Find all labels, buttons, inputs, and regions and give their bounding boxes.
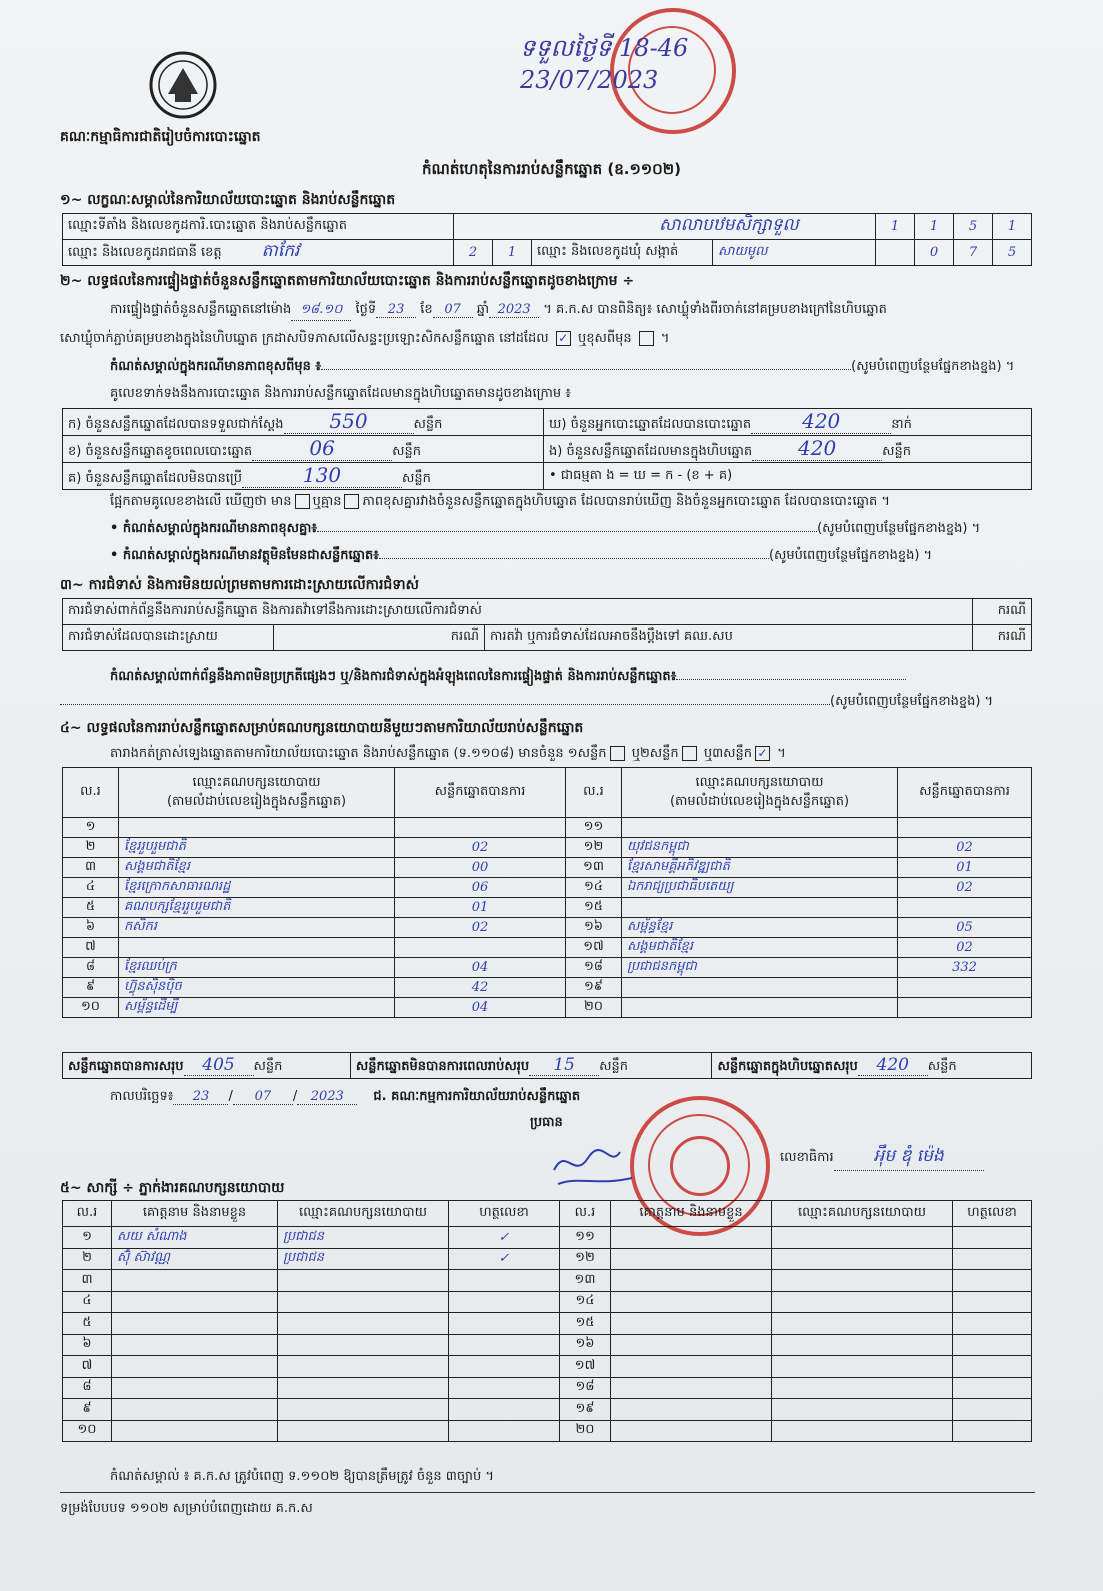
- province-code-2: 1: [493, 240, 532, 266]
- witness-signature: [953, 1334, 1032, 1356]
- party-votes: [395, 818, 566, 838]
- table-row: [63, 938, 1032, 958]
- party-name: [622, 998, 898, 1018]
- witness-party: [278, 1356, 449, 1378]
- section2-title: ២~ លទ្ធផលនៃការផ្ទៀងផ្ទាត់ចំនួនសន្លឹកឆ្នោតតាមការិយាល័យបោះឆ្នោត និងការរាប់សន្លឹកឆ្នោតដូចខាងក្រោម ÷: [60, 273, 635, 289]
- table-row: [63, 958, 1032, 978]
- count-row: [63, 463, 1032, 490]
- resolved-unit: ករណី: [274, 625, 485, 651]
- witness-no: ១៧: [560, 1356, 611, 1378]
- witness-signature: [953, 1270, 1032, 1292]
- totals-table: [62, 1052, 1032, 1079]
- party-votes: 42: [395, 978, 566, 998]
- witness-party: [772, 1227, 953, 1249]
- table-row: [63, 898, 1032, 918]
- witness-signature: [449, 1313, 560, 1335]
- party-no: ២: [63, 838, 119, 858]
- witness-col-sign-right: ហត្ថលេខា: [953, 1201, 1032, 1227]
- witness-party: [772, 1420, 953, 1442]
- party-name: ខ្មែរសាមគ្គីអភិវឌ្ឍជាតិ: [622, 858, 898, 878]
- witness-name: [611, 1270, 772, 1292]
- witness-no: ៨: [63, 1377, 112, 1399]
- party-name: យុវជនកម្ពុជា: [622, 838, 898, 858]
- witness-col-party: ឈ្មោះគណបក្សនយោបាយ: [278, 1201, 449, 1227]
- col-votes-right: សន្លឹកឆ្នោតបានការ: [898, 768, 1032, 818]
- objection-row1-label: ការជំទាស់ពាក់ព័ន្ធនឹងការរាប់សន្លឹកឆ្នោត និងការតវ៉ាទៅនឹងការដោះស្រាយលើការជំទាស់: [63, 599, 973, 625]
- table-intro: គូលេខទាក់ទងនឹងការបោះឆ្នោត និងការរាប់សន្លឹកឆ្នោតដែលមានក្នុងហិបឆ្នោតមានដូចខាងក្រោម ៖: [110, 386, 571, 401]
- witness-name: [611, 1248, 772, 1270]
- witness-signature: ✓: [449, 1248, 560, 1270]
- witness-party: [278, 1313, 449, 1335]
- count-row: [63, 436, 1032, 463]
- party-no: ៩: [63, 978, 119, 998]
- witness-col-no: ល.រ: [63, 1201, 112, 1227]
- formula-cell: • ជាធម្មតា ង = ឃ = ក - (ខ + គ): [544, 463, 1032, 490]
- province-code-1: 2: [454, 240, 493, 266]
- section1-title: ១~ លក្ខណៈសម្គាល់នៃការិយាល័យបោះឆ្នោត និងរាប់សន្លឹកឆ្នោត: [60, 192, 396, 208]
- secretary-line: លេខាធិការ អុឹម ឌុំ ម៉េង: [780, 1145, 984, 1171]
- location-value: សាលាបឋមសិក្សាទួល: [454, 214, 876, 240]
- table-row: [63, 998, 1032, 1018]
- unused-cell: គ) ចំនួនសន្លឹកឆ្នោតដែលមិនបានប្រើ 130 សន្លឹក: [63, 463, 544, 490]
- party-no: ៦: [63, 918, 119, 938]
- witness-name: [611, 1377, 772, 1399]
- commune-code-3: 5: [993, 240, 1032, 266]
- party-no: ១២: [566, 838, 622, 858]
- party-votes: 06: [395, 878, 566, 898]
- witness-name: សយ សំណាង: [112, 1227, 278, 1249]
- witness-signature: [449, 1356, 560, 1378]
- location-code-2: 1: [915, 214, 954, 240]
- witness-no: ១១: [560, 1227, 611, 1249]
- table-row: [63, 1420, 1032, 1442]
- witness-party: [278, 1377, 449, 1399]
- witness-party: ប្រជាជន: [278, 1227, 449, 1249]
- total-invalid-cell: សន្លឹកឆ្នោតមិនបានការពេលរាប់សរុប 15 សន្លឹក: [350, 1053, 712, 1079]
- irregularity-note: កំណត់សម្គាល់ពាក់ព័ន្ធនឹងភាពមិនប្រក្រតីផ្សេងៗ ឬ/និងការជំទាស់ក្នុងអំឡុងពេលនៃការផ្ទៀងផ្ទាត់ និងការរាប់សន្លឹកឆ្នោត៖: [110, 668, 906, 687]
- party-votes: 332: [898, 958, 1032, 978]
- witness-signature: [953, 1313, 1032, 1335]
- location-code-4: 1: [993, 214, 1032, 240]
- table-row: [63, 1291, 1032, 1313]
- section5-title: ៥~ សាក្សី ÷ ភ្នាក់ងារគណបក្សនយោបាយ: [60, 1180, 285, 1196]
- party-votes: 02: [898, 838, 1032, 858]
- signing-date: កាលបរិច្ឆេទ៖ 23 / 07 / 2023 ជ. គណៈកម្មការការិយាល័យរាប់សន្លឹកឆ្នោត: [110, 1089, 581, 1104]
- witness-signature: [953, 1356, 1032, 1378]
- party-votes: [898, 898, 1032, 918]
- party-votes: 01: [898, 858, 1032, 878]
- witness-no: ១០: [63, 1420, 112, 1442]
- no-difference-checkbox[interactable]: [344, 494, 359, 509]
- table-row: [63, 1399, 1032, 1421]
- witness-col-party-right: ឈ្មោះគណបក្សនយោបាយ: [772, 1201, 953, 1227]
- note-change: កំណត់សម្គាល់ក្នុងករណីមានភាពខុសពីមុន ៖ (សូមបំពេញបន្ថែមផ្នែកខាងខ្នង) ។: [110, 359, 1015, 374]
- witness-party: [278, 1420, 449, 1442]
- witness-signature: [953, 1399, 1032, 1421]
- party-no: ១៨: [566, 958, 622, 978]
- party-name: គណបក្សខ្មែររួបរួមជាតិ: [119, 898, 395, 918]
- witness-no: ៧: [63, 1356, 112, 1378]
- witness-col-name: គោត្តនាម និងនាមខ្លួន: [112, 1201, 278, 1227]
- verification-paragraph-2: សោឃ្លុំចាក់ភ្ជាប់គម្របខាងក្នុងនៃហិបឆ្នោត ក្រដាសបិទភាសលើសន្ទះប្រឡោះសិកសន្លឹកឆ្នោត នៅដដែល ✓ ឬខុសពីមុន ។: [60, 331, 670, 346]
- party-no: ១៤: [566, 878, 622, 898]
- one-sheet-checkbox[interactable]: [610, 746, 625, 761]
- witness-no: ១៩: [560, 1399, 611, 1421]
- table-row: [63, 1270, 1032, 1292]
- party-no: ៤: [63, 878, 119, 898]
- location-code-1: 1: [876, 214, 915, 240]
- appeal-label: ការតវ៉ា ឬការជំទាស់ដែលអាចនឹងប្តឹងទៅ គឈ.សប: [485, 625, 973, 651]
- party-no: ២០: [566, 998, 622, 1018]
- witness-no: ៣: [63, 1270, 112, 1292]
- location-label: ឈ្មោះទីតាំង និងលេខកូដការិ.បោះឆ្នោត និងរាប់សន្លឹកឆ្នោត: [63, 214, 454, 240]
- section4-title: ៤~ លទ្ធផលនៃការរាប់សន្លឹកឆ្នោតសម្រាប់គណបក្សនយោបាយនីមួយៗតាមការិយាល័យរាប់សន្លឹកឆ្នោត: [60, 720, 584, 736]
- receipt-handwriting: ទទួលថ្ងៃទី 18-46 23/07/2023: [520, 34, 689, 94]
- witness-name: [112, 1270, 278, 1292]
- witness-signature: [449, 1291, 560, 1313]
- commune-value: សាយមូល: [713, 240, 876, 266]
- witness-no: ២: [63, 1248, 112, 1270]
- chair-signature: [548, 1140, 638, 1190]
- witness-col-no-right: ល.រ: [560, 1201, 611, 1227]
- ballot-counts-table: [62, 408, 1032, 490]
- witness-party: [278, 1334, 449, 1356]
- party-votes: 04: [395, 958, 566, 978]
- party-name: សម្ព័ន្ធខ្មែរ: [622, 918, 898, 938]
- witness-name: [112, 1334, 278, 1356]
- table-row: [63, 1227, 1032, 1249]
- province-label: ឈ្មោះ និងលេខកូដរាជធានី ខេត្ត តាកែវ: [63, 240, 454, 266]
- witness-party: [772, 1377, 953, 1399]
- section3-title: ៣~ ការជំទាស់ និងការមិនយល់ព្រមតាមការដោះស្រាយលើការជំទាស់: [60, 577, 419, 593]
- party-name: ហ៊្វុនស៊ិនប៉ិច: [119, 978, 395, 998]
- comparison-line: ផ្អែកតាមគូលេខខាងលើ ឃើញថា មាន ឬគ្មាន ភាពខុសគ្នារវាងចំនួនសន្លឹកឆ្នោតក្នុងហិបឆ្នោត ដែលបានរាប់ឃើញ និងចំនួនអ្នកបោះឆ្នោត ដែលបានបោះឆ្នោត ។: [110, 494, 890, 509]
- witness-party: [278, 1291, 449, 1313]
- witness-party: [772, 1270, 953, 1292]
- table-row: [63, 918, 1032, 938]
- note-foreign-object: • កំណត់សម្គាល់ក្នុងករណីមានវត្ថុមិនមែនជាសន្លឹកឆ្នោត៖ (សូមបំពេញបន្ថែមផ្នែកខាងខ្នង) ។: [110, 548, 933, 563]
- table-row: [63, 1334, 1032, 1356]
- tally-sheets-line: តារាងកត់ត្រាស់ទ្បេងឆ្នោតតាមការិយាល័យបោះឆ្នោត និងរាប់សន្លឹកឆ្នោត (ទ.១១០៨) មានចំនួន ១សន្លឹក ឬ២សន្លឹក ឬ៣សន្លឹក ✓ ។: [110, 746, 786, 761]
- commune-code-spacer: [876, 240, 915, 266]
- objections-table: [62, 598, 1032, 651]
- witness-no: ១៤: [560, 1291, 611, 1313]
- committee-name: គណៈកម្មាធិការជាតិរៀបចំការបោះឆ្នោត: [60, 129, 261, 145]
- witness-col-sign: ហត្ថលេខា: [449, 1201, 560, 1227]
- witness-no: ៩: [63, 1399, 112, 1421]
- party-name: កសិករ: [119, 918, 395, 938]
- table-row: [63, 838, 1032, 858]
- witness-no: ៤: [63, 1291, 112, 1313]
- three-sheets-checkbox[interactable]: ✓: [755, 746, 770, 761]
- party-name: [119, 938, 395, 958]
- col-no: ល.រ: [63, 768, 119, 818]
- footer-instruction: ទម្រង់បែបបទ ១១០២ សម្រាប់បំពេញដោយ គ.ក.ស: [60, 1501, 313, 1516]
- party-votes: 01: [395, 898, 566, 918]
- party-votes: [898, 998, 1032, 1018]
- party-no: ១៣: [566, 858, 622, 878]
- two-sheets-checkbox[interactable]: [682, 746, 697, 761]
- party-votes: 00: [395, 858, 566, 878]
- party-name: ខ្មែររួបរួមជាតិ: [119, 838, 395, 858]
- col-no-right: ល.រ: [566, 768, 622, 818]
- witness-no: ១៦: [560, 1334, 611, 1356]
- party-no: ១៩: [566, 978, 622, 998]
- party-name: [622, 978, 898, 998]
- witness-name: [611, 1313, 772, 1335]
- witness-signature: [449, 1270, 560, 1292]
- party-name: [119, 818, 395, 838]
- table-row: [63, 878, 1032, 898]
- party-votes: 02: [898, 938, 1032, 958]
- party-votes: 04: [395, 998, 566, 1018]
- in-box-cell: ង) ចំនួនសន្លឹកឆ្នោតដែលមានក្នុងហិបឆ្នោត 420 សន្លឹក: [544, 436, 1032, 463]
- party-no: ១៥: [566, 898, 622, 918]
- witness-no: ១២: [560, 1248, 611, 1270]
- witness-name: [611, 1356, 772, 1378]
- witness-no: ១៣: [560, 1270, 611, 1292]
- party-name: ខ្មែរឈប់ក្រ: [119, 958, 395, 978]
- commune-label: ឈ្មោះ និងលេខកូដឃុំ សង្កាត់: [532, 240, 713, 266]
- witness-party: [772, 1313, 953, 1335]
- col-party: ឈ្មោះគណបក្សនយោបាយ (តាមលំដាប់លេខរៀងក្នុងសន្លឹកឆ្នោត): [119, 768, 395, 818]
- witness-name: [611, 1291, 772, 1313]
- party-no: ៥: [63, 898, 119, 918]
- table-row: [63, 858, 1032, 878]
- party-name: ឯករាជ្យប្រជាធិបតេយ្យ: [622, 878, 898, 898]
- witness-name: [112, 1291, 278, 1313]
- party-no: ៧: [63, 938, 119, 958]
- table-row: [63, 818, 1032, 838]
- witness-no: ២០: [560, 1420, 611, 1442]
- party-votes: [395, 938, 566, 958]
- changed-checkbox[interactable]: [639, 331, 654, 346]
- party-name: សង្គមជាតិខ្មែរ: [119, 858, 395, 878]
- party-no: ១: [63, 818, 119, 838]
- witness-no: ៥: [63, 1313, 112, 1335]
- unchanged-checkbox[interactable]: ✓: [556, 331, 571, 346]
- objection-row1-unit: ករណី: [973, 599, 1032, 625]
- witness-party: [772, 1399, 953, 1421]
- witness-party: [278, 1270, 449, 1292]
- commune-code-2: 7: [954, 240, 993, 266]
- table-row: [63, 1356, 1032, 1378]
- party-no: ៨: [63, 958, 119, 978]
- witness-no: ៦: [63, 1334, 112, 1356]
- witness-name: [112, 1313, 278, 1335]
- witness-name: [611, 1334, 772, 1356]
- witness-name: [112, 1399, 278, 1421]
- witness-no: ១៥: [560, 1313, 611, 1335]
- footer-divider: [60, 1492, 1035, 1493]
- witness-name: [611, 1420, 772, 1442]
- witness-party: [772, 1356, 953, 1378]
- form-title: កំណត់ហេតុនៃការរាប់សន្លឹកឆ្នោត (ឧ.១១០២): [421, 160, 681, 178]
- witness-signature: [953, 1227, 1032, 1249]
- appeal-unit: ករណី: [973, 625, 1032, 651]
- party-votes: [898, 818, 1032, 838]
- witness-party: [772, 1334, 953, 1356]
- witness-name: [611, 1399, 772, 1421]
- witness-signature: [953, 1291, 1032, 1313]
- witness-name: ស៊ុំ ស៊ាវណ្ណ: [112, 1248, 278, 1270]
- witness-signature: [953, 1377, 1032, 1399]
- table-row: [63, 1248, 1032, 1270]
- witness-signature: [449, 1377, 560, 1399]
- table-row: [63, 1377, 1032, 1399]
- footnote: កំណត់សម្គាល់ ៖ គ.ក.ស ត្រូវបំពេញ ទ.១១០២ ឱ្យបានត្រឹមត្រូវ ចំនួន ៣ច្បាប់ ។: [110, 1469, 494, 1484]
- note-difference: • កំណត់សម្គាល់ក្នុងករណីមានភាពខុសគ្នា៖ (សូមបំពេញបន្ថែមផ្នែកខាងខ្នង) ។: [110, 521, 981, 536]
- witness-signature: [449, 1399, 560, 1421]
- col-party-right: ឈ្មោះគណបក្សនយោបាយ (តាមលំដាប់លេខរៀងក្នុងសន្លឹកឆ្នោត): [622, 768, 898, 818]
- party-name: ខ្មែរក្រោកសាធារណរដ្ឋ: [119, 878, 395, 898]
- witness-signature: [953, 1420, 1032, 1442]
- count-row: [63, 409, 1032, 436]
- party-no: ៣: [63, 858, 119, 878]
- witness-no: ១៨: [560, 1377, 611, 1399]
- party-no: ១១: [566, 818, 622, 838]
- party-name: [622, 818, 898, 838]
- party-no: ១០: [63, 998, 119, 1018]
- voters-cell: ឃ) ចំនួនអ្នកបោះឆ្នោតដែលបានបោះឆ្នោត 420 នាក់: [544, 409, 1032, 436]
- party-votes: [898, 978, 1032, 998]
- party-votes: 02: [898, 878, 1032, 898]
- witness-name: [112, 1356, 278, 1378]
- witness-party: [278, 1399, 449, 1421]
- total-box-cell: សន្លឹកឆ្នោតក្នុងហិបឆ្នោតសរុប 420 សន្លឹក: [712, 1053, 1032, 1079]
- irregularity-note-cont: (សូមបំពេញបន្ថែមផ្នែកខាងខ្នង) ។: [60, 693, 993, 712]
- witness-name: [112, 1377, 278, 1399]
- witness-col-name-right: គោត្តនាម និងនាមខ្លួន: [611, 1201, 772, 1227]
- party-results-table: [62, 767, 1032, 1018]
- received-cell: ក) ចំនួនសន្លឹកឆ្នោតដែលបានទទួលជាក់ស្តែង 550 សន្លឹក: [63, 409, 544, 436]
- party-name: សង្គមជាតិខ្មែរ: [622, 938, 898, 958]
- witness-name: [611, 1227, 772, 1249]
- nec-emblem: [148, 50, 218, 120]
- witness-no: ១: [63, 1227, 112, 1249]
- table-row: [63, 978, 1032, 998]
- witness-party: ប្រជាជន: [278, 1248, 449, 1270]
- verification-paragraph-1: ការផ្ទៀងផ្ទាត់ចំនួនសន្លឹកឆ្នោតនៅម៉ោង ១៨.១០ ថ្ងៃទី 23 ខែ 07 ឆ្នាំ 2023 ។ គ.ក.ស បានពិនិត្យ៖ សោឃ្លុំទាំងពីរចាក់នៅគម្របខាងក្រៅនៃហិបឆ្នោត: [110, 301, 887, 321]
- party-no: ១៧: [566, 938, 622, 958]
- witness-party: [772, 1291, 953, 1313]
- has-difference-checkbox[interactable]: [295, 494, 310, 509]
- resolved-label: ការជំទាស់ដែលបានដោះស្រាយ: [63, 625, 274, 651]
- witness-signature: ✓: [449, 1227, 560, 1249]
- party-name: [622, 898, 898, 918]
- chair-label: ប្រធាន: [530, 1115, 563, 1130]
- witness-signature: [449, 1420, 560, 1442]
- witness-name: [112, 1420, 278, 1442]
- party-name: សម្ព័ន្ធដើម្បី: [119, 998, 395, 1018]
- col-votes: សន្លឹកឆ្នោតបានការ: [395, 768, 566, 818]
- witness-table: [62, 1200, 1032, 1442]
- location-code-3: 5: [954, 214, 993, 240]
- witness-signature: [953, 1248, 1032, 1270]
- commune-code-1: 0: [915, 240, 954, 266]
- spoiled-cell: ខ) ចំនួនសន្លឹកឆ្នោតខូចពេលបោះឆ្នោត 06 សន្លឹក: [63, 436, 544, 463]
- party-name: ប្រជាជនកម្ពុជា: [622, 958, 898, 978]
- section1-table: [62, 213, 1032, 266]
- party-no: ១៦: [566, 918, 622, 938]
- witness-party: [772, 1248, 953, 1270]
- party-votes: 05: [898, 918, 1032, 938]
- party-votes: 02: [395, 838, 566, 858]
- total-valid-cell: សន្លឹកឆ្នោតបានការសរុប 405 សន្លឹក: [63, 1053, 351, 1079]
- witness-signature: [449, 1334, 560, 1356]
- table-row: [63, 1313, 1032, 1335]
- party-votes: 02: [395, 918, 566, 938]
